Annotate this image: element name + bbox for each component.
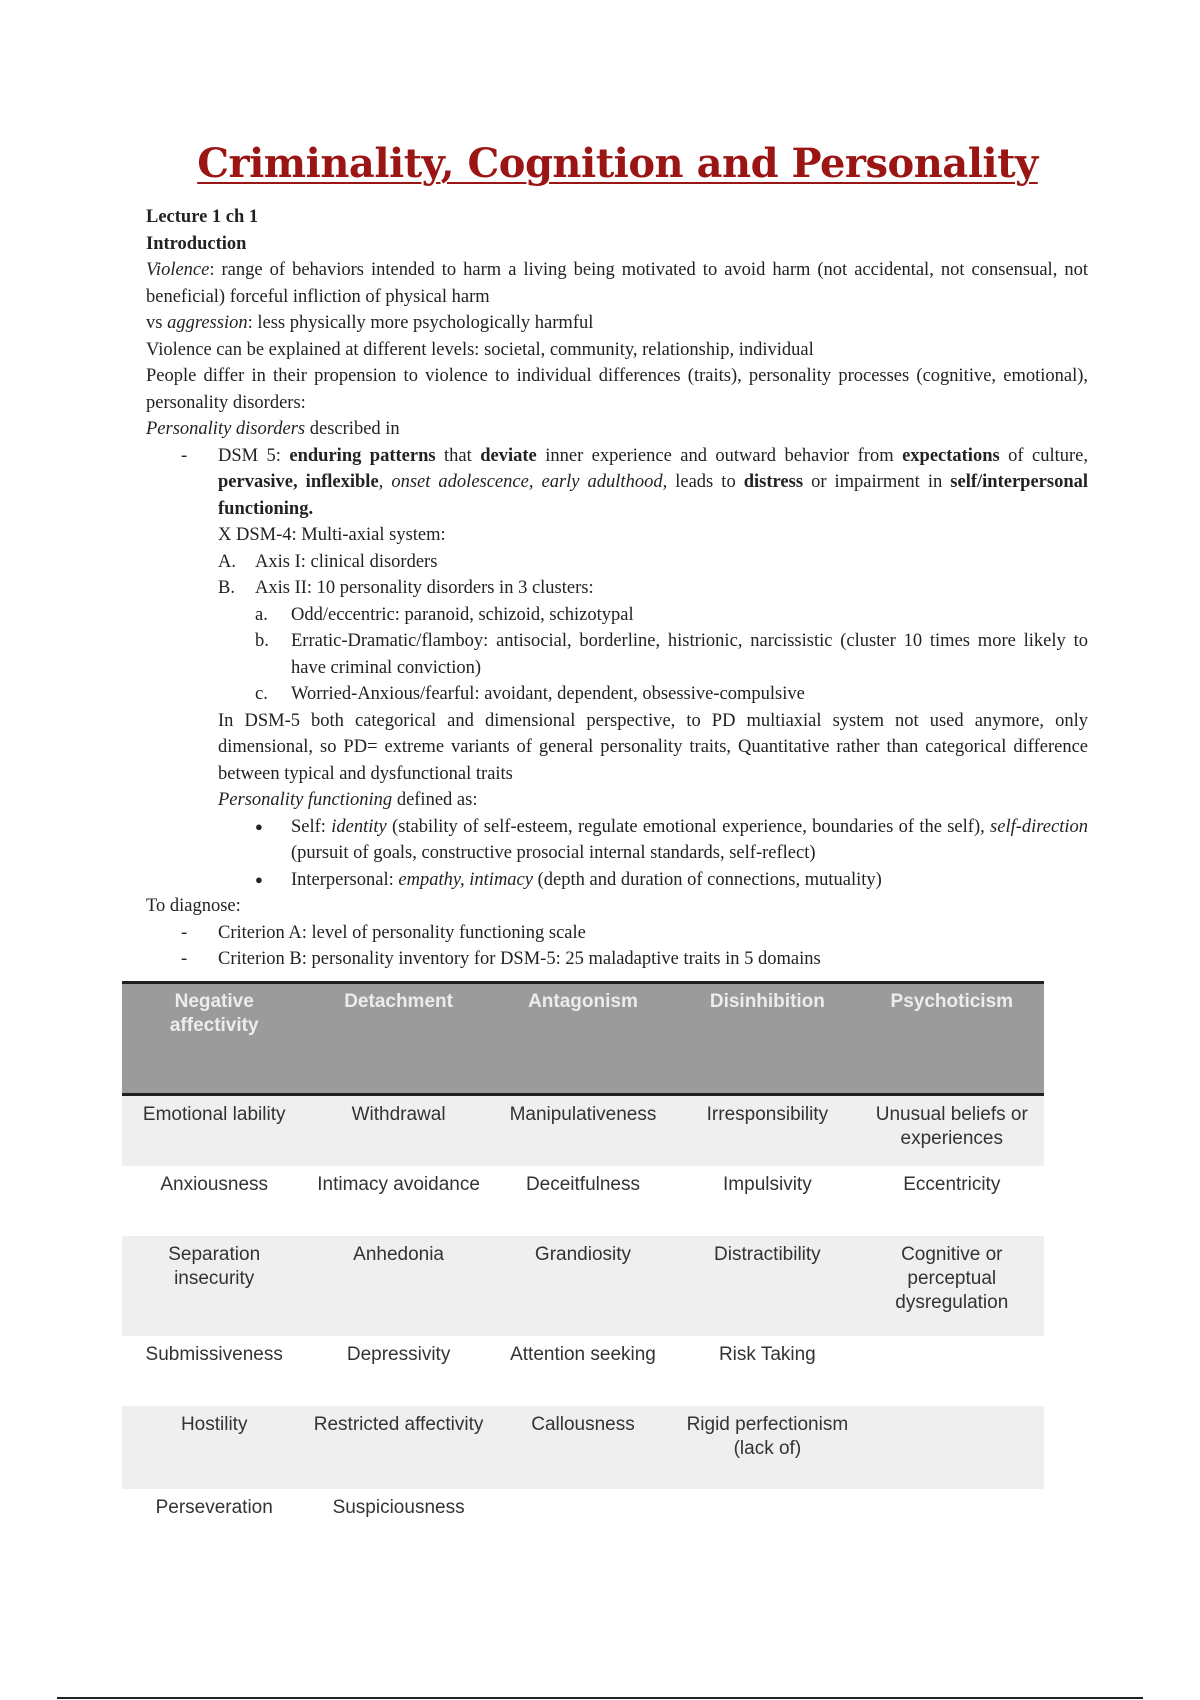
- interpersonal-item: [291, 867, 1088, 894]
- list-marker: b.: [255, 631, 269, 651]
- violence-definition: [146, 257, 1088, 310]
- dsm5-paragraph: In DSM-5 both categorical and dimensional perspective, to PD multiaxial system not used anymore, only dimensional, so PD= extreme variants of general personality traits, Quantitative rather than categorical difference between typical and dysfunctional traits: [218, 710, 1088, 784]
- table-row: [122, 1236, 1044, 1336]
- header-disinhibition: Disinhibition: [675, 983, 859, 1095]
- table-row: [122, 1406, 1044, 1489]
- axis-item: [218, 549, 1088, 576]
- table-cell: Intimacy avoidance: [317, 1174, 480, 1195]
- cluster-item: [255, 681, 1088, 708]
- table-cell: Irresponsibility: [675, 1095, 859, 1167]
- header-psychoticism: Psychoticism: [860, 983, 1044, 1095]
- table-cell: [675, 1489, 859, 1536]
- self-text: (pursuit of goals, constructive prosocial internal standards, self-reflect): [291, 843, 816, 863]
- table-header-row: [122, 983, 1044, 1095]
- cluster-item: [255, 628, 1088, 681]
- dsm5-text: DSM 5:: [218, 445, 290, 466]
- table-cell: Depressivity: [346, 1344, 451, 1365]
- list-marker: c.: [255, 684, 268, 704]
- header-negative-affectivity: Negative affectivity: [122, 983, 306, 1095]
- table-row: [122, 1166, 1044, 1236]
- dsm5-bold: expectations: [902, 445, 1000, 466]
- dsm5-text: or impairment in: [803, 472, 951, 492]
- clusters-list: [146, 602, 1088, 708]
- violence-term: Violence: [146, 260, 210, 280]
- table-cell: Distractibility: [675, 1236, 859, 1336]
- dsm5-text: of culture,: [999, 445, 1088, 466]
- pd-rest: described in: [305, 419, 400, 439]
- list-marker: A.: [218, 551, 236, 572]
- table-cell: Emotional lability: [122, 1095, 306, 1167]
- dsm5-bold: distress: [743, 472, 804, 492]
- axis-item: [218, 575, 1088, 602]
- self-text: (stability of self-esteem, regulate emotional experience, boundaries of the self),: [386, 816, 991, 837]
- dsm5-bold: self/interpersonal functioning.: [218, 472, 1088, 519]
- dsm4-heading: X DSM-4: Multi-axial system:: [218, 525, 446, 545]
- cluster-item: [255, 602, 1088, 629]
- self-text: Self:: [291, 816, 332, 837]
- table-cell: Manipulativeness: [491, 1095, 675, 1167]
- aggression-definition: [146, 310, 1088, 337]
- pf-intro: [146, 787, 1088, 814]
- table-cell: Anxiousness: [160, 1174, 269, 1195]
- pd-term: Personality disorders: [146, 419, 306, 439]
- criteria-list: [146, 920, 1088, 973]
- dsm5-bold: deviate: [480, 445, 537, 466]
- table-cell: Deceitfulness: [525, 1174, 640, 1195]
- axis-text: Axis I: clinical disorders: [255, 551, 438, 572]
- section-heading: Introduction: [146, 233, 247, 254]
- header-antagonism: Antagonism: [491, 983, 675, 1095]
- dsm5-text: that: [435, 445, 481, 466]
- notes-body: [146, 204, 1088, 973]
- pd-intro: [146, 416, 1088, 443]
- table-cell: Withdrawal: [306, 1095, 490, 1167]
- aggression-prefix: vs: [146, 313, 168, 333]
- self-item: [291, 814, 1088, 867]
- diagnose-heading: To diagnose:: [146, 896, 241, 916]
- interpersonal-text: (depth and duration of connections, mutuality): [532, 869, 882, 890]
- page-title: Criminality, Cognition and Personality: [197, 140, 1038, 187]
- table-row: [122, 1095, 1044, 1167]
- table-cell: Grandiosity: [491, 1236, 675, 1336]
- dsm5-bold: pervasive, inflexible: [218, 472, 379, 492]
- table-cell: Hostility: [122, 1406, 306, 1489]
- pf-rest: defined as:: [392, 790, 478, 810]
- list-marker: a.: [255, 604, 268, 625]
- table-cell: Rigid perfectionism (lack of): [675, 1406, 859, 1489]
- table-cell: [860, 1336, 1044, 1406]
- table-row: [122, 1336, 1044, 1406]
- dsm5-text: ,: [378, 472, 392, 492]
- functioning-list: [146, 814, 1088, 894]
- table-cell: Cognitive or perceptual dysregulation: [860, 1236, 1044, 1336]
- dsm5-text: leads to: [667, 472, 744, 492]
- dsm5-italic: onset adolescence, early adulthood,: [391, 472, 668, 492]
- violence-text: : range of behaviors intended to harm a living being motivated to avoid harm (not accidental, not consensual, not beneficial) forceful infliction of physical harm: [146, 260, 1088, 307]
- interpersonal-text: Interpersonal:: [291, 869, 399, 890]
- table-cell: Risk Taking: [718, 1344, 816, 1365]
- table-row: [122, 1489, 1044, 1536]
- traits-table: [122, 981, 1044, 1536]
- axes-list: [146, 549, 1088, 602]
- header-detachment: Detachment: [306, 983, 490, 1095]
- dsm5-text: inner experience and outward behavior from: [536, 445, 903, 466]
- table-cell: [860, 1489, 1044, 1536]
- table-cell: Anhedonia: [306, 1236, 490, 1336]
- table-cell: Unusual beliefs or experiences: [860, 1095, 1044, 1167]
- criterion-item: - Criterion A: level of personality functioning scale: [218, 920, 1088, 947]
- criterion-item: - Criterion B: personality inventory for DSM-5: 25 maladaptive traits in 5 domains: [218, 946, 1088, 973]
- aggression-text: : less physically more psychologically harmful: [247, 313, 594, 333]
- cluster-text: Worried-Anxious/fearful: avoidant, dependent, obsessive-compulsive: [291, 684, 805, 704]
- table-cell: [491, 1489, 675, 1536]
- individual-differences: People differ in their propension to violence to individual differences (traits), personality processes (cognitive, emotional), personality disorders:: [146, 366, 1088, 413]
- cluster-text: Erratic-Dramatic/flamboy: antisocial, borderline, histrionic, narcissistic (cluster 10 times more likely to have criminal conviction): [291, 631, 1088, 678]
- table-cell: Perseveration: [155, 1497, 273, 1518]
- table-cell: Restricted affectivity: [306, 1406, 490, 1489]
- aggression-term: aggression: [167, 313, 248, 333]
- table-cell: Callousness: [491, 1406, 675, 1489]
- table-cell: Submissiveness: [145, 1344, 283, 1365]
- lecture-heading: Lecture 1 ch 1: [146, 207, 259, 227]
- table-cell: Separation insecurity: [122, 1236, 306, 1336]
- pf-term: Personality functioning: [218, 790, 393, 810]
- pd-list: [146, 443, 1088, 523]
- list-marker: B.: [218, 578, 235, 598]
- table-cell: [860, 1406, 1044, 1489]
- violence-levels: Violence can be explained at different levels: societal, community, relationship, individual: [146, 339, 814, 360]
- table-cell: Suspiciousness: [332, 1497, 465, 1518]
- table-cell: Impulsivity: [723, 1174, 812, 1195]
- footer-rule: [57, 1697, 1143, 1699]
- dsm5-definition: [218, 443, 1088, 523]
- axis-text: Axis II: 10 personality disorders in 3 clusters:: [255, 578, 594, 598]
- table-cell: Attention seeking: [510, 1344, 656, 1365]
- dsm5-bold: enduring patterns: [289, 445, 436, 466]
- self-italic: self-direction: [990, 816, 1088, 837]
- interpersonal-italic: empathy, intimacy: [398, 869, 533, 890]
- cluster-text: Odd/eccentric: paranoid, schizoid, schizotypal: [291, 604, 634, 625]
- self-italic: identity: [331, 816, 387, 837]
- table-cell: Eccentricity: [903, 1174, 1001, 1195]
